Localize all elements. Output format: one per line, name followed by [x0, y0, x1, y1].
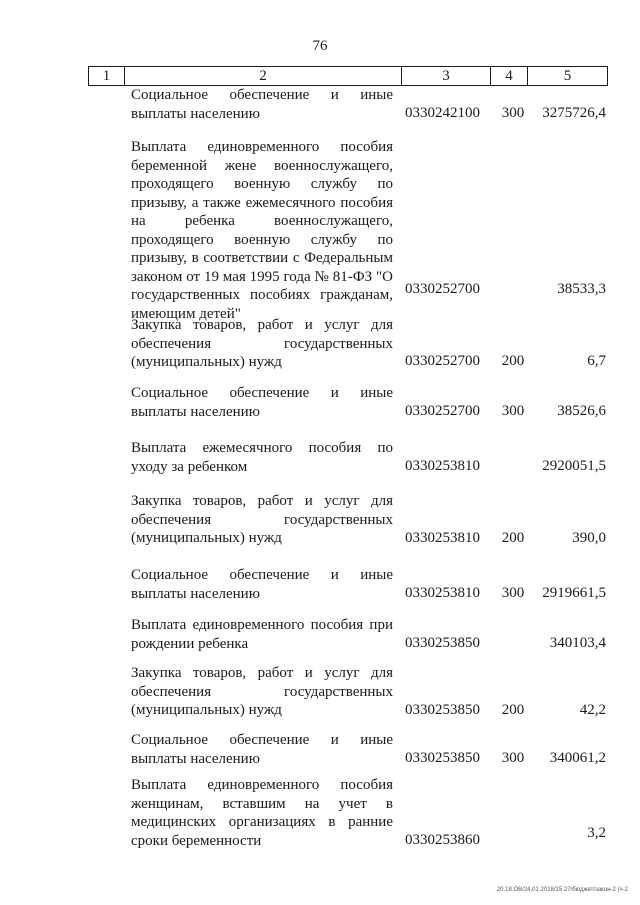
row-description: Выплата единовременного пособия беременной жене военнослужащего, проходящего военную службу по призыву, а также ежемесячного пособия на ребенка военнослужащего, проходящего военную службу по призыву, в соответствии с Федеральным законом от 19 мая 1995 года № 81-ФЗ "О государственных пособиях гражданам, имеющим детей" — [131, 139, 393, 322]
row-description: Социальное обеспечение и иные выплаты населению — [131, 87, 393, 122]
row-description: Социальное обеспечение и иные выплаты населению — [131, 385, 393, 420]
row-code: 0330252700 — [405, 403, 480, 419]
row-description: Закупка товаров, работ и услуг для обеспечения государственных (муниципальных) нужд — [131, 493, 393, 546]
row-amount: 3,2 — [587, 825, 606, 841]
row-code: 0330253850 — [405, 750, 480, 766]
row-code: 0330253850 — [405, 635, 480, 651]
header-col-1: 1 — [89, 67, 125, 86]
row-amount: 38526,6 — [557, 403, 606, 419]
row-code: 0330252700 — [405, 281, 480, 297]
row-code: 0330242100 — [405, 105, 480, 121]
row-code: 0330253810 — [405, 585, 480, 601]
row-amount: 38533,3 — [557, 281, 606, 297]
row-kind: 200 — [501, 702, 525, 718]
header-col-5: 5 — [528, 67, 608, 86]
row-code: 0330252700 — [405, 353, 480, 369]
row-description: Закупка товаров, работ и услуг для обеспечения государственных (муниципальных) нужд — [131, 665, 393, 718]
row-description: Закупка товаров, работ и услуг для обеспечения государственных (муниципальных) нужд — [131, 317, 393, 370]
row-description: Выплата единовременного пособия при рождении ребенка — [131, 617, 393, 652]
table-header — [88, 66, 608, 86]
row-amount: 340103,4 — [549, 635, 606, 651]
row-kind: 300 — [501, 403, 525, 419]
footer-stamp: 20.18.ОВ/24.01 2018/15 27/бюджет/закон-2 (ч-2 — [496, 887, 628, 893]
row-kind: 300 — [501, 585, 525, 601]
row-amount: 3275726,4 — [542, 105, 606, 121]
row-code: 0330253860 — [405, 832, 480, 848]
row-amount: 42,2 — [579, 702, 606, 718]
header-col-2: 2 — [125, 67, 402, 86]
row-description: Выплата ежемесячного пособия по уходу за ребенком — [131, 440, 393, 475]
row-description: Социальное обеспечение и иные выплаты населению — [131, 567, 393, 602]
row-kind: 200 — [501, 353, 525, 369]
page-number: 76 — [312, 38, 328, 54]
row-description: Социальное обеспечение и иные выплаты населению — [131, 732, 393, 767]
row-code: 0330253810 — [405, 530, 480, 546]
row-description: Выплата единовременного пособия женщинам, вставшим на учет в медицинских организациях в ранние сроки беременности — [131, 777, 393, 849]
row-code: 0330253850 — [405, 702, 480, 718]
row-kind: 200 — [501, 530, 525, 546]
row-code: 0330253810 — [405, 458, 480, 474]
row-amount: 2919661,5 — [542, 585, 606, 601]
row-amount: 2920051,5 — [542, 458, 606, 474]
row-kind: 300 — [501, 750, 525, 766]
row-amount: 340061,2 — [549, 750, 606, 766]
header-col-3: 3 — [402, 67, 491, 86]
row-amount: 390,0 — [572, 530, 606, 546]
row-kind: 300 — [501, 105, 525, 121]
row-amount: 6,7 — [587, 353, 606, 369]
header-col-4: 4 — [491, 67, 528, 86]
